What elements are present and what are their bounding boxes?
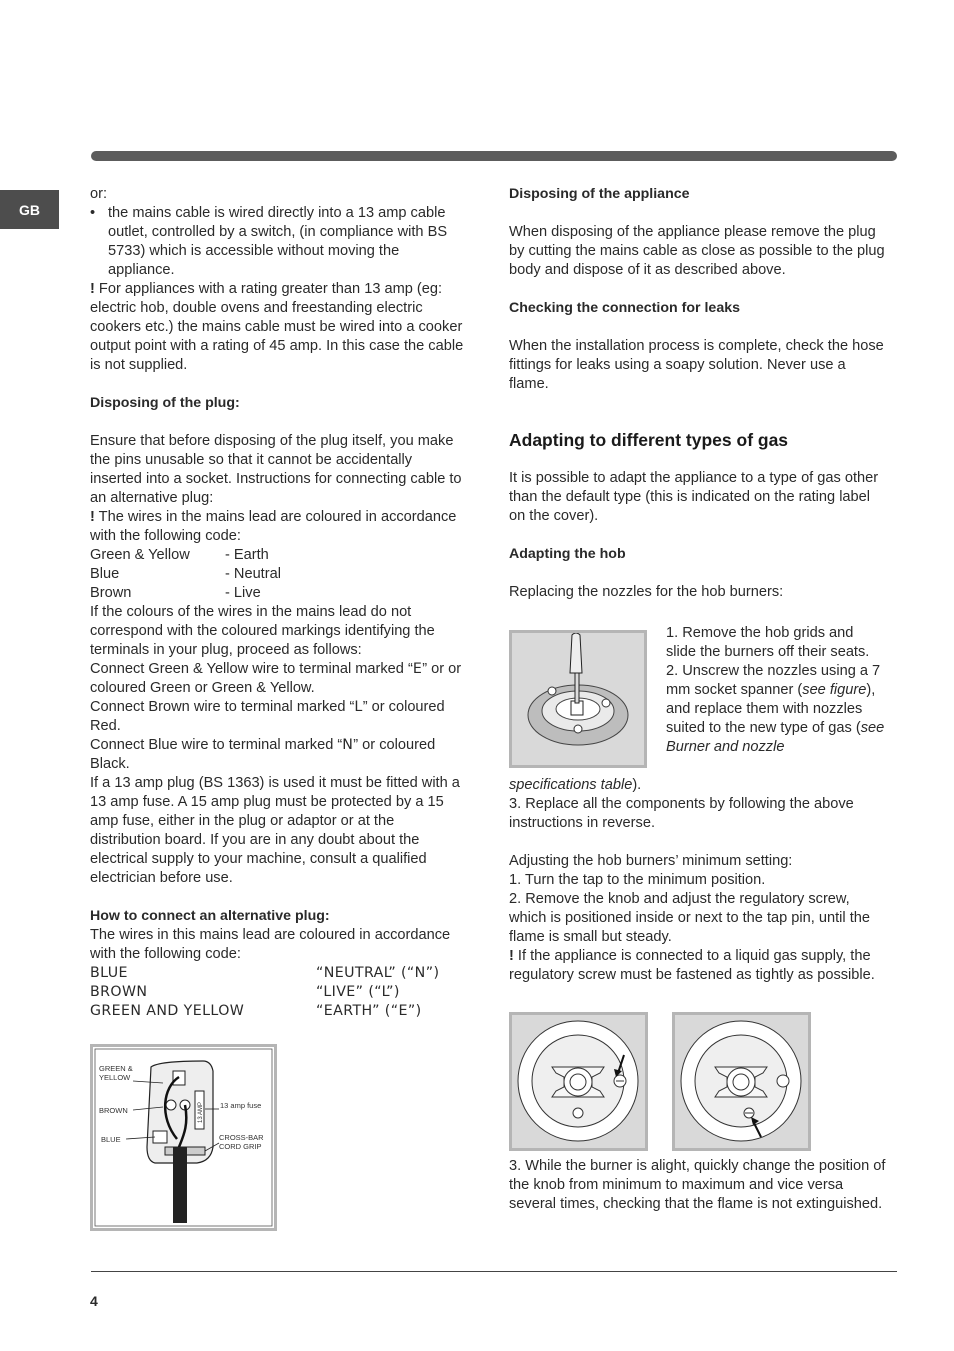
adjust-step-2: 2. Remove the knob and adjust the regulatory screw, which is positioned inside or next to the tap pin, until the flame is small but steady. bbox=[509, 891, 871, 945]
page-number: 4 bbox=[90, 1293, 98, 1309]
bottom-rule bbox=[91, 1271, 897, 1272]
code-role: - Live bbox=[225, 585, 261, 601]
heading-alternative-plug: How to connect an alternative plug: bbox=[90, 908, 330, 924]
label-brown: BROWN bbox=[99, 1106, 128, 1115]
hob-steps-continued bbox=[509, 776, 887, 985]
hob-steps bbox=[666, 624, 886, 757]
language-tab: GB bbox=[0, 190, 59, 229]
step-3: 3. Replace all the components by following the above instructions in reverse. bbox=[509, 796, 854, 831]
fuse-mark-label: 13 AMP bbox=[198, 1101, 204, 1123]
alt-code-row: BLUE “NEUTRAL” (“N”) bbox=[90, 965, 440, 981]
adjust-step-1: 1. Turn the tap to the minimum position. bbox=[509, 872, 766, 888]
right-column bbox=[509, 185, 887, 602]
step-1: 1. Remove the hob grids and slide the burners off their seats. bbox=[666, 625, 870, 660]
wires-note bbox=[90, 508, 465, 546]
code-row bbox=[90, 565, 465, 584]
label-blue: BLUE bbox=[101, 1135, 121, 1144]
dispose-paragraph: When disposing of the appliance please remove the plug by cutting the mains cable as close as possible to the plug body and dispose of it as described above. bbox=[509, 224, 885, 278]
code-role: - Earth bbox=[225, 547, 269, 563]
connect-live: Connect Brown wire to terminal marked “L” or coloured Red. bbox=[90, 699, 445, 734]
adjust-step-3: 3. While the burner is alight, quickly change the position of the knob from minimum to maximum and vice versa several times, checking that the flame is not extinguished. bbox=[509, 1158, 886, 1212]
plug-paragraph-1: Ensure that before disposing of the plug itself, you make the pins unusable so that it cannot be accidentally inserted into a socket. Instructions for connecting cable to an alternative plug: bbox=[90, 433, 462, 506]
warning-icon: ! bbox=[509, 948, 514, 964]
code-color: Blue bbox=[90, 566, 120, 582]
top-rule bbox=[91, 151, 897, 161]
heading-disposing-appliance: Disposing of the appliance bbox=[509, 186, 690, 202]
code-row bbox=[90, 546, 465, 565]
hob-nozzle-figure bbox=[509, 630, 647, 768]
label-fuse: 13 amp fuse bbox=[220, 1101, 262, 1110]
bullet-dot: • bbox=[90, 205, 96, 221]
plug-wiring-figure bbox=[90, 1044, 277, 1231]
fuse-paragraph: If a 13 amp plug (BS 1363) is used it must be fitted with a 13 amp fuse. A 15 amp plug must be protected by a 15 amp fuse, either in the plug or adaptor or at the distribution board. If you are in any doubt about the electrical supply to your machine, consult a qualified electrician before use. bbox=[90, 775, 460, 886]
label-green-yellow-2: YELLOW bbox=[99, 1073, 131, 1082]
or-text: or: bbox=[90, 186, 108, 202]
adjusting-heading: Adjusting the hob burners’ minimum setting: bbox=[509, 853, 793, 869]
step-2: 2. Unscrew the nozzles using a 7 mm socket spanner (see figure), and replace them with nozzles suited to the new type of gas (see Burner and nozzle bbox=[666, 663, 885, 755]
bullet-item bbox=[90, 204, 465, 280]
connect-earth: Connect Green & Yellow wire to terminal marked “E” or or coloured Green or Green & Yellow. bbox=[90, 661, 462, 696]
rating-warning bbox=[90, 280, 465, 375]
alternative-code-table bbox=[90, 964, 465, 1021]
lpg-note: ! If the appliance is connected to a liquid gas supply, the regulatory screw must be fastened as tightly as possible. bbox=[509, 948, 875, 983]
warning-icon: ! bbox=[90, 509, 95, 525]
knob-figure-inside bbox=[509, 1012, 648, 1151]
alternative-paragraph: The wires in this mains lead are coloured in accordance with the following code: bbox=[90, 927, 451, 962]
step-2-end: specifications table). bbox=[509, 777, 642, 793]
code-role: - Neutral bbox=[225, 566, 281, 582]
warning-icon: ! bbox=[90, 281, 95, 297]
leaks-paragraph: When the installation process is complete, check the hose fittings for leaks using a soapy solution. Never use a flame. bbox=[509, 338, 884, 392]
left-column bbox=[90, 185, 465, 1021]
heading-adapting-hob: Adapting the hob bbox=[509, 546, 626, 562]
heading-adapting-gas: Adapting to different types of gas bbox=[509, 430, 789, 450]
knob-figure-beside bbox=[672, 1012, 811, 1151]
alt-code-row: GREEN AND YELLOW “EARTH” (“E”) bbox=[90, 1003, 422, 1019]
wires-note-text: The wires in the mains lead are coloured in accordance with the following code: bbox=[90, 509, 457, 544]
code-color: Brown bbox=[90, 585, 132, 601]
replacing-nozzles: Replacing the nozzles for the hob burners: bbox=[509, 584, 784, 600]
heading-checking-leaks: Checking the connection for leaks bbox=[509, 300, 740, 316]
heading-disposing-plug: Disposing of the plug: bbox=[90, 395, 240, 411]
rating-warning-text: For appliances with a rating greater than 13 amp (eg: electric hob, double ovens and freestanding electric cookers etc.) the mains cable must be wired into a cooker output point with a rating of 45 amp. In this case the cable is not supplied. bbox=[90, 281, 464, 373]
connect-neutral: Connect Blue wire to terminal marked “N” or coloured Black. bbox=[90, 737, 436, 772]
adapt-paragraph: It is possible to adapt the appliance to a type of gas other than the default type (this is indicated on the rating label on the cover). bbox=[509, 470, 879, 524]
bullet-text: the mains cable is wired directly into a 13 amp cable outlet, controlled by a switch, (in compliance with BS 5733) which is accessible without moving the appliance. bbox=[108, 205, 448, 278]
plug-paragraph-2: If the colours of the wires in the mains lead do not correspond with the coloured markings identifying the terminals in your plug, proceed as follows: bbox=[90, 604, 435, 658]
alt-code-row: BROWN “LIVE” (“L”) bbox=[90, 984, 400, 1000]
code-row bbox=[90, 584, 465, 603]
code-color: Green & Yellow bbox=[90, 547, 190, 563]
label-crossbar-2: CORD GRIP bbox=[219, 1142, 262, 1151]
label-crossbar-1: CROSS-BAR bbox=[219, 1133, 264, 1142]
label-green-yellow-1: GREEN & bbox=[99, 1064, 133, 1073]
